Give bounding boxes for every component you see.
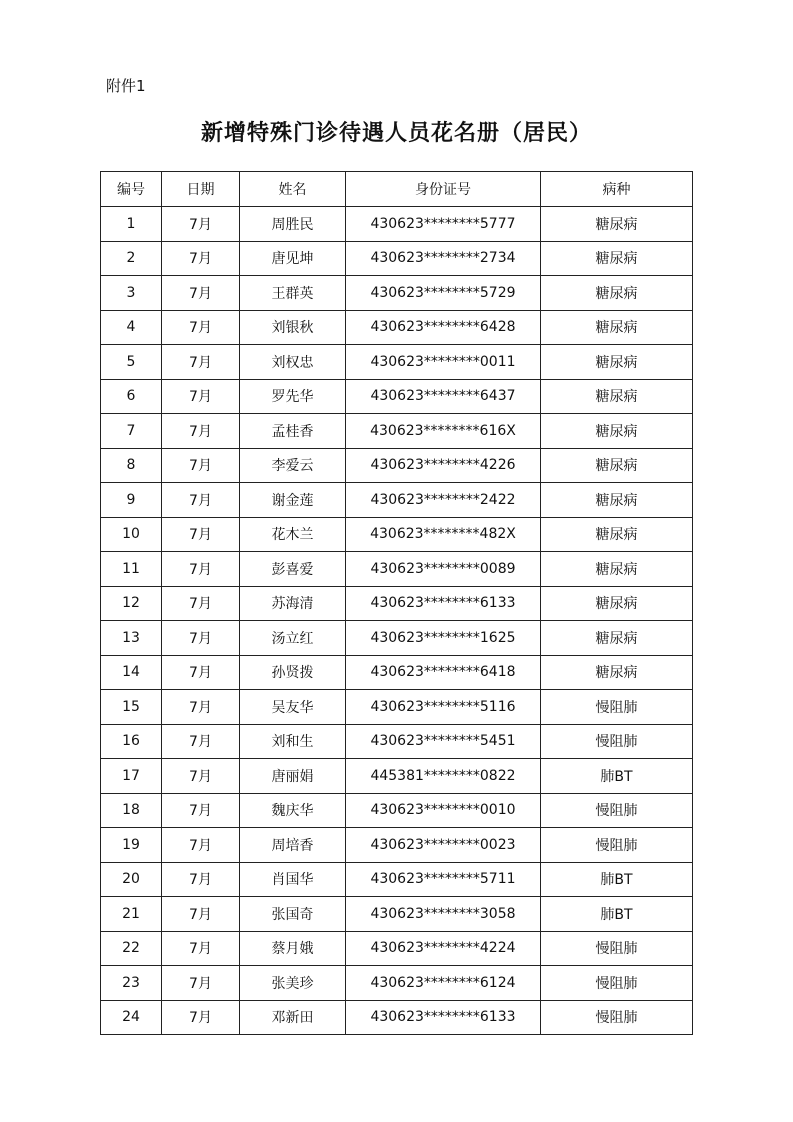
- cell-date: 7月: [162, 862, 240, 897]
- cell-id-number: 430623********4226: [346, 448, 541, 483]
- cell-name: 刘和生: [240, 724, 346, 759]
- cell-number: 18: [101, 793, 162, 828]
- cell-number: 15: [101, 690, 162, 725]
- cell-date: 7月: [162, 759, 240, 794]
- cell-id-number: 430623********5729: [346, 276, 541, 311]
- cell-disease: 糖尿病: [541, 483, 693, 518]
- cell-id-number: 430623********0089: [346, 552, 541, 587]
- cell-disease: 糖尿病: [541, 517, 693, 552]
- cell-number: 9: [101, 483, 162, 518]
- cell-name: 苏海清: [240, 586, 346, 621]
- cell-date: 7月: [162, 379, 240, 414]
- cell-number: 21: [101, 897, 162, 932]
- cell-date: 7月: [162, 241, 240, 276]
- cell-id-number: 430623********5116: [346, 690, 541, 725]
- table-row: [101, 586, 693, 621]
- cell-date: 7月: [162, 897, 240, 932]
- table-row: [101, 690, 693, 725]
- cell-disease: 糖尿病: [541, 586, 693, 621]
- cell-number: 12: [101, 586, 162, 621]
- table-row: [101, 448, 693, 483]
- cell-date: 7月: [162, 690, 240, 725]
- cell-name: 罗先华: [240, 379, 346, 414]
- cell-number: 1: [101, 207, 162, 242]
- cell-disease: 慢阻肺: [541, 931, 693, 966]
- cell-date: 7月: [162, 966, 240, 1001]
- table-row: [101, 345, 693, 380]
- cell-number: 24: [101, 1000, 162, 1035]
- cell-name: 张美珍: [240, 966, 346, 1001]
- cell-name: 花木兰: [240, 517, 346, 552]
- header-date: 日期: [162, 172, 240, 207]
- cell-date: 7月: [162, 621, 240, 656]
- cell-disease: 肺BT: [541, 897, 693, 932]
- cell-id-number: 430623********2422: [346, 483, 541, 518]
- table-row: [101, 552, 693, 587]
- cell-id-number: 430623********1625: [346, 621, 541, 656]
- roster-table: [100, 171, 693, 1035]
- cell-disease: 糖尿病: [541, 207, 693, 242]
- cell-date: 7月: [162, 207, 240, 242]
- cell-date: 7月: [162, 724, 240, 759]
- cell-date: 7月: [162, 793, 240, 828]
- cell-name: 肖国华: [240, 862, 346, 897]
- cell-number: 16: [101, 724, 162, 759]
- cell-id-number: 445381********0822: [346, 759, 541, 794]
- cell-date: 7月: [162, 517, 240, 552]
- cell-id-number: 430623********6428: [346, 310, 541, 345]
- cell-disease: 慢阻肺: [541, 690, 693, 725]
- cell-number: 13: [101, 621, 162, 656]
- cell-name: 刘银秋: [240, 310, 346, 345]
- cell-date: 7月: [162, 448, 240, 483]
- cell-disease: 肺BT: [541, 759, 693, 794]
- table-row: [101, 241, 693, 276]
- table-row: [101, 759, 693, 794]
- cell-id-number: 430623********6418: [346, 655, 541, 690]
- cell-disease: 慢阻肺: [541, 1000, 693, 1035]
- cell-id-number: 430623********5451: [346, 724, 541, 759]
- cell-disease: 糖尿病: [541, 241, 693, 276]
- table-row: [101, 276, 693, 311]
- attachment-label: 附件1: [106, 77, 146, 95]
- header-number: 编号: [101, 172, 162, 207]
- cell-number: 10: [101, 517, 162, 552]
- cell-id-number: 430623********5711: [346, 862, 541, 897]
- cell-id-number: 430623********6437: [346, 379, 541, 414]
- table-row: [101, 931, 693, 966]
- cell-number: 23: [101, 966, 162, 1001]
- cell-date: 7月: [162, 276, 240, 311]
- cell-number: 19: [101, 828, 162, 863]
- cell-name: 孟桂香: [240, 414, 346, 449]
- cell-disease: 慢阻肺: [541, 966, 693, 1001]
- table-row: [101, 310, 693, 345]
- cell-disease: 糖尿病: [541, 448, 693, 483]
- cell-id-number: 430623********616X: [346, 414, 541, 449]
- cell-disease: 慢阻肺: [541, 724, 693, 759]
- cell-date: 7月: [162, 310, 240, 345]
- cell-id-number: 430623********0010: [346, 793, 541, 828]
- table-row: [101, 793, 693, 828]
- table-row: [101, 379, 693, 414]
- table-row: [101, 1000, 693, 1035]
- cell-date: 7月: [162, 655, 240, 690]
- cell-number: 17: [101, 759, 162, 794]
- cell-id-number: 430623********2734: [346, 241, 541, 276]
- cell-name: 张国奇: [240, 897, 346, 932]
- table-row: [101, 621, 693, 656]
- cell-date: 7月: [162, 552, 240, 587]
- cell-number: 4: [101, 310, 162, 345]
- cell-id-number: 430623********0011: [346, 345, 541, 380]
- cell-name: 邓新田: [240, 1000, 346, 1035]
- cell-name: 唐见坤: [240, 241, 346, 276]
- cell-name: 王群英: [240, 276, 346, 311]
- cell-id-number: 430623********6133: [346, 586, 541, 621]
- cell-name: 唐丽娟: [240, 759, 346, 794]
- table-row: [101, 207, 693, 242]
- cell-date: 7月: [162, 345, 240, 380]
- cell-date: 7月: [162, 1000, 240, 1035]
- table-row: [101, 483, 693, 518]
- cell-disease: 肺BT: [541, 862, 693, 897]
- cell-name: 魏庆华: [240, 793, 346, 828]
- table-row: [101, 828, 693, 863]
- cell-disease: 糖尿病: [541, 379, 693, 414]
- page-title: 新增特殊门诊待遇人员花名册（居民）: [200, 120, 592, 146]
- cell-disease: 糖尿病: [541, 310, 693, 345]
- cell-disease: 糖尿病: [541, 414, 693, 449]
- cell-id-number: 430623********6133: [346, 1000, 541, 1035]
- cell-disease: 糖尿病: [541, 276, 693, 311]
- cell-number: 2: [101, 241, 162, 276]
- cell-date: 7月: [162, 586, 240, 621]
- header-id-number: 身份证号: [346, 172, 541, 207]
- cell-disease: 慢阻肺: [541, 793, 693, 828]
- cell-name: 蔡月娥: [240, 931, 346, 966]
- cell-name: 谢金莲: [240, 483, 346, 518]
- cell-name: 周培香: [240, 828, 346, 863]
- table-row: [101, 414, 693, 449]
- cell-number: 20: [101, 862, 162, 897]
- cell-name: 刘权忠: [240, 345, 346, 380]
- table-row: [101, 862, 693, 897]
- cell-disease: 慢阻肺: [541, 828, 693, 863]
- cell-id-number: 430623********482X: [346, 517, 541, 552]
- cell-name: 吴友华: [240, 690, 346, 725]
- cell-name: 周胜民: [240, 207, 346, 242]
- header-disease: 病种: [541, 172, 693, 207]
- cell-name: 彭喜爱: [240, 552, 346, 587]
- cell-date: 7月: [162, 483, 240, 518]
- cell-id-number: 430623********3058: [346, 897, 541, 932]
- cell-id-number: 430623********6124: [346, 966, 541, 1001]
- cell-number: 6: [101, 379, 162, 414]
- header-name: 姓名: [240, 172, 346, 207]
- cell-number: 11: [101, 552, 162, 587]
- table-body: [101, 207, 693, 1035]
- cell-id-number: 430623********0023: [346, 828, 541, 863]
- table-row: [101, 897, 693, 932]
- cell-number: 14: [101, 655, 162, 690]
- cell-disease: 糖尿病: [541, 655, 693, 690]
- cell-number: 5: [101, 345, 162, 380]
- cell-date: 7月: [162, 828, 240, 863]
- cell-disease: 糖尿病: [541, 621, 693, 656]
- table-row: [101, 724, 693, 759]
- table-row: [101, 966, 693, 1001]
- cell-date: 7月: [162, 931, 240, 966]
- cell-name: 孙贤拨: [240, 655, 346, 690]
- table-row: [101, 517, 693, 552]
- cell-number: 7: [101, 414, 162, 449]
- cell-number: 8: [101, 448, 162, 483]
- cell-number: 3: [101, 276, 162, 311]
- cell-date: 7月: [162, 414, 240, 449]
- cell-disease: 糖尿病: [541, 552, 693, 587]
- cell-name: 汤立红: [240, 621, 346, 656]
- table-header-row: [101, 172, 693, 207]
- table-row: [101, 655, 693, 690]
- cell-name: 李爱云: [240, 448, 346, 483]
- cell-id-number: 430623********4224: [346, 931, 541, 966]
- cell-disease: 糖尿病: [541, 345, 693, 380]
- cell-id-number: 430623********5777: [346, 207, 541, 242]
- cell-number: 22: [101, 931, 162, 966]
